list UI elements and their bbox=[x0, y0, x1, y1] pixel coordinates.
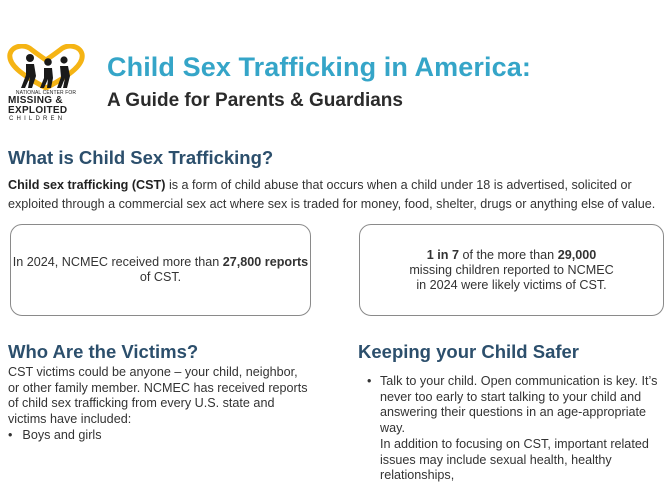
stat-missing-mid: of the more than bbox=[458, 247, 558, 262]
stat-box-reports bbox=[10, 224, 311, 316]
stat-reports-text bbox=[11, 255, 310, 285]
ncmec-logo bbox=[6, 44, 94, 123]
ncmec-heart-family-icon bbox=[6, 44, 86, 90]
stat-reports-post: of CST. bbox=[139, 270, 182, 284]
list-item: • Boys and girls bbox=[8, 428, 102, 442]
section-heading-victims: Who Are the Victims? bbox=[8, 341, 199, 362]
stat-reports-value: 27,800 reports bbox=[222, 255, 309, 269]
intro-definition: is a form of child abuse that occurs when a child under 18 is advertised, solicited or exploited through a commercial sex act where sex is traded for money, food, shelter, drugs or anything else of value. bbox=[8, 178, 656, 211]
stat-missing-text bbox=[404, 248, 619, 293]
section-heading-what: What is Child Sex Trafficking? bbox=[8, 147, 274, 168]
stat-missing-count: 29,000 bbox=[557, 247, 597, 262]
logo-line-1: NATIONAL CENTER FOR bbox=[15, 90, 77, 96]
safer-item-text: • Talk to your child. Open communication is key. It’s never too early to start talking to your child and answering their questions in an age-appropriate way. bbox=[380, 374, 658, 436]
stat-missing-ratio: 1 in 7 bbox=[426, 247, 459, 262]
stat-box-missing bbox=[359, 224, 664, 316]
logo-line-4: CHILDREN bbox=[9, 116, 66, 122]
victims-paragraph: CST victims could be anyone – your child, neighbor, or other family member. NCMEC has received reports of child sex trafficking from every U.S. state and victims have included: bbox=[8, 365, 308, 427]
stat-reports-pre: In 2024, NCMEC received more than bbox=[12, 255, 223, 269]
intro-paragraph bbox=[8, 176, 668, 213]
logo-line-3: EXPLOITED bbox=[8, 105, 68, 116]
section-heading-safer: Keeping your Child Safer bbox=[358, 341, 580, 362]
list-item bbox=[372, 374, 668, 484]
page-title: Child Sex Trafficking in America: bbox=[107, 52, 531, 82]
stat-missing-post: missing children reported to NCMEC in 2024 were likely victims of CST. bbox=[409, 262, 614, 292]
intro-term: Child sex trafficking (CST) bbox=[8, 178, 166, 192]
safer-list bbox=[372, 374, 668, 484]
victims-list bbox=[8, 428, 102, 442]
logo-line-2: MISSING & bbox=[8, 95, 63, 106]
page-subtitle: A Guide for Parents & Guardians bbox=[107, 90, 403, 111]
safer-item-text-continued: In addition to focusing on CST, important related issues may include sexual health, healthy relationships, bbox=[380, 436, 649, 483]
